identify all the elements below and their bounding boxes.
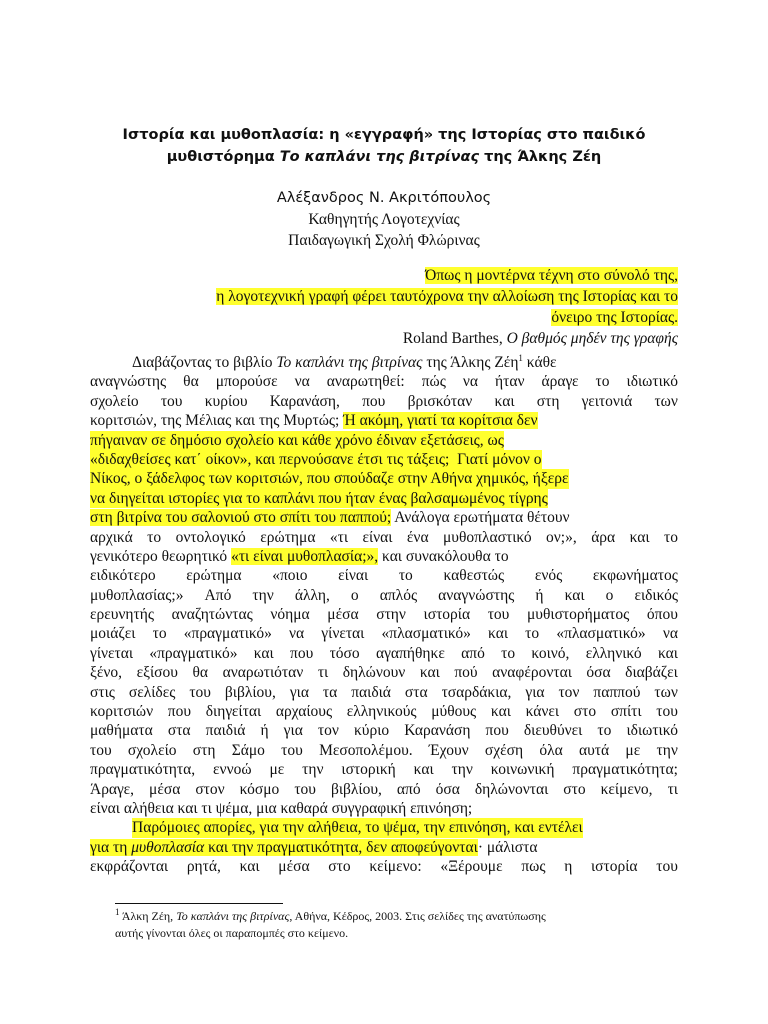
word: αναγνώστης xyxy=(438,586,515,604)
word: κάνει xyxy=(525,703,560,721)
text-line xyxy=(90,392,678,411)
word: στον xyxy=(195,780,225,798)
word: «Ξέρουμε xyxy=(440,858,503,876)
text-line xyxy=(90,372,678,391)
word: και xyxy=(494,392,515,410)
word: τον xyxy=(558,683,580,701)
word: ερώτημα xyxy=(260,528,316,546)
word: δηλώνουν xyxy=(342,664,406,682)
epigraph-work: Ο βαθμός μηδέν της γραφής xyxy=(506,330,678,347)
word: των xyxy=(654,683,678,701)
word: από xyxy=(461,644,485,662)
word: είναι xyxy=(362,528,393,546)
word: μπορούσε xyxy=(215,373,278,391)
footnote-separator xyxy=(115,903,283,904)
author-block xyxy=(100,188,668,251)
word: τον xyxy=(317,722,339,740)
word: παππού xyxy=(593,683,641,701)
book-title: Το καπλάνι της βιτρίνας xyxy=(279,149,480,165)
text-line xyxy=(90,586,678,605)
word: μοιάζει xyxy=(90,625,136,643)
text-line xyxy=(90,353,678,372)
text-run: · μάλιστα xyxy=(477,838,538,856)
word: διηγείται xyxy=(205,703,262,721)
word: διαβάζει xyxy=(625,664,678,682)
word: γίνεται xyxy=(90,644,134,662)
word: το xyxy=(525,625,540,643)
word: για xyxy=(283,722,303,740)
word: ερευνητής xyxy=(90,606,155,624)
word: όσα xyxy=(435,780,460,798)
word: για xyxy=(289,683,309,701)
word: να xyxy=(294,373,310,391)
text-line xyxy=(90,663,678,682)
word: η xyxy=(564,858,573,876)
highlighted-text: Νίκος, ο ξάδελφος των κοριτσιών, που σπούδαζε στην Αθήνα χημικός, ήξερε xyxy=(90,470,569,488)
text-run: κοριτσιών, της Μέλιας και της Μυρτώς; xyxy=(90,412,344,430)
text-line xyxy=(90,508,678,527)
italic-term: μυθοπλασία xyxy=(131,838,205,856)
word: σχολείο xyxy=(90,392,139,410)
highlighted-text: στη βιτρίνα του σαλονιού στο σπίτι του παππού; xyxy=(90,509,392,527)
word: αναφέρονται xyxy=(492,664,572,682)
footnote-line xyxy=(115,908,675,925)
word: ειδικότερο xyxy=(90,567,156,585)
epigraph-line xyxy=(100,265,678,286)
word: αναζητώντας xyxy=(171,606,253,624)
word: σχολείο xyxy=(127,741,177,759)
word: τι xyxy=(667,780,678,798)
word: το xyxy=(664,528,678,546)
word: και xyxy=(490,703,511,721)
text-run: για τη xyxy=(90,838,132,856)
word: «πλασματικό» xyxy=(556,625,646,643)
word: την xyxy=(656,741,678,759)
word: κοινωνική xyxy=(490,761,555,779)
word: δηλώνονται xyxy=(474,780,549,798)
word: το xyxy=(501,644,516,662)
highlighted-text: να διηγείται ιστορίες για το καπλάνι που ήταν ένας βαλσαμωμένος τίγρης xyxy=(90,489,548,507)
word: ελληνικό xyxy=(585,644,642,662)
word: μαθήματα xyxy=(90,722,153,740)
paper-title xyxy=(100,124,668,168)
text-line xyxy=(90,760,678,779)
word: Έχουν xyxy=(428,741,469,759)
book-title: Το καπλάνι της βιτρίνας xyxy=(276,354,423,371)
word: παιδιά xyxy=(351,683,391,701)
word: κόσμο xyxy=(239,780,280,798)
word: ή xyxy=(535,586,544,604)
word: ένα xyxy=(406,528,429,546)
word: σχέση xyxy=(484,741,524,759)
word: και xyxy=(488,625,509,643)
word: να xyxy=(289,625,305,643)
word: κείμενο: xyxy=(369,858,422,876)
word: όσα xyxy=(586,664,611,682)
word: άλλη, xyxy=(294,586,330,604)
word: ειδικός xyxy=(634,586,678,604)
word: θα xyxy=(183,373,199,391)
highlighted-text: «τι είναι μυθοπλασία;», xyxy=(231,547,379,565)
word: «ποιο xyxy=(272,567,308,585)
word: εκφωνήματος xyxy=(592,567,678,585)
text-run: Διαβάζοντας το βιβλίο xyxy=(132,354,277,371)
word: με xyxy=(625,741,641,759)
text-line xyxy=(90,624,678,643)
word: μέσα xyxy=(327,606,359,624)
word: του xyxy=(487,606,510,624)
word: με xyxy=(269,761,285,779)
word: τι xyxy=(317,664,329,682)
word: στο xyxy=(573,703,597,721)
word: του xyxy=(189,683,211,701)
word: το xyxy=(398,567,413,585)
footnote-ref[interactable]: 1 xyxy=(518,352,523,363)
text-run: της Άλκης Ζέη xyxy=(422,354,519,371)
word: από xyxy=(396,780,421,798)
word: είναι xyxy=(338,567,369,585)
word: αναρωτιόταν xyxy=(222,664,304,682)
text-line xyxy=(90,741,678,760)
text-line xyxy=(90,489,678,508)
word: το xyxy=(147,528,162,546)
epigraph-line xyxy=(100,307,678,328)
text-run: γενικότερο θεωρητικό xyxy=(90,547,232,565)
word: Καρανάση, xyxy=(269,392,340,410)
author-name: Αλέξανδρος Ν. Ακριτόπουλος xyxy=(276,190,492,206)
word: αρχαίους xyxy=(275,703,333,721)
body-text xyxy=(90,353,678,877)
word: μύθους xyxy=(431,703,477,721)
word: την xyxy=(451,761,473,779)
word: το xyxy=(597,722,612,740)
word: του xyxy=(160,392,183,410)
word: στα xyxy=(404,683,428,701)
word: του xyxy=(656,858,678,876)
word: μυθοπλαστικό xyxy=(443,528,532,546)
text-line xyxy=(90,644,678,663)
word: για xyxy=(525,683,545,701)
text-line xyxy=(90,411,678,430)
word: των xyxy=(654,392,678,410)
word: άρα xyxy=(591,528,616,546)
word: «πραγματικό» xyxy=(183,625,272,643)
word: κοινό, xyxy=(531,644,570,662)
word: κύριο xyxy=(354,722,390,740)
word: και xyxy=(657,644,678,662)
text-line xyxy=(90,683,678,702)
highlighted-text: Ή ακόμη, γιατί τα κορίτσια δεν xyxy=(343,412,538,430)
word: ιστορία xyxy=(591,858,638,876)
text-line xyxy=(90,431,678,450)
word: που xyxy=(290,644,314,662)
word: θα xyxy=(192,664,209,682)
word: ο xyxy=(605,586,614,604)
word: εκφράζονται xyxy=(90,858,169,876)
word: «τι xyxy=(329,528,349,546)
word: Καρανάση xyxy=(404,722,471,740)
text-line xyxy=(90,450,678,469)
word: γίνεται xyxy=(321,625,365,643)
word: διευθύνει xyxy=(523,722,583,740)
word: βιβλίου, xyxy=(224,683,276,701)
word: του xyxy=(294,780,316,798)
word: ον;», xyxy=(546,528,577,546)
highlighted-text: Όπως η μοντέρνα τέχνη στο σύνολό της, xyxy=(425,267,678,284)
title-text: της Άλκης Ζέη xyxy=(479,149,602,165)
text-line xyxy=(90,702,678,721)
word: τα xyxy=(322,683,338,701)
word: πώς xyxy=(421,373,446,391)
word: ερώτημα xyxy=(186,567,242,585)
word: που xyxy=(485,722,509,740)
footnote-line: αυτής γίνονται όλες οι παραπομπές στο κείμενο. xyxy=(115,926,349,940)
word: κοριτσιών xyxy=(90,703,154,721)
word: άραγε xyxy=(541,373,579,391)
word: εννοώ xyxy=(213,761,252,779)
word: καθεστώς xyxy=(443,567,505,585)
highlighted-text: πήγαιναν σε δημόσιο σχολείο και κάθε χρόνο έδιναν εξετάσεις, ως xyxy=(90,431,504,449)
word: ιδιωτικό xyxy=(626,722,678,740)
word: πραγματικότητα; xyxy=(572,761,678,779)
word: και xyxy=(564,586,585,604)
text-run: Ανάλογα ερωτήματα θέτουν xyxy=(391,509,570,527)
word: την xyxy=(252,586,274,604)
word: στο xyxy=(328,858,351,876)
word: ιστορική xyxy=(341,761,396,779)
title-line-2 xyxy=(100,146,668,168)
text-line xyxy=(90,818,678,837)
author-position: Καθηγητής Λογοτεχνίας xyxy=(308,211,460,228)
word: του xyxy=(90,741,112,759)
word: στις xyxy=(90,683,115,701)
word: «πλασματικό» xyxy=(381,625,471,643)
text-line xyxy=(90,857,678,876)
word: αυτά xyxy=(579,741,610,759)
word: ρητά, xyxy=(186,858,221,876)
word: και xyxy=(629,528,650,546)
word: στην xyxy=(376,606,406,624)
word: να xyxy=(662,625,678,643)
epigraph xyxy=(100,265,678,349)
highlighted-text: «διδαχθείσες κατ΄ οίκον», και περνούσανε έτσι τις τάξεις; Γιατί μόνον ο xyxy=(90,450,542,468)
word: στα xyxy=(167,722,191,740)
highlighted-text: η λογοτεχνική γραφή φέρει ταυτόχρονα την αλλοίωση της Ιστορίας και το xyxy=(216,288,678,305)
word: μέσα xyxy=(149,780,181,798)
word: που xyxy=(362,392,386,410)
word: κυρίου xyxy=(204,392,248,410)
word: και xyxy=(419,664,440,682)
word: ή xyxy=(260,722,269,740)
word: αρχικά xyxy=(90,528,133,546)
word: και xyxy=(239,858,260,876)
word: αναρωτηθεί: xyxy=(326,373,405,391)
footnote xyxy=(115,908,675,942)
text-line xyxy=(90,605,678,624)
word: ήταν xyxy=(495,373,525,391)
highlighted-text: Παρόμοιες απορίες, για την αλήθεια, το ψέμα, την επινόηση, και εντέλει xyxy=(132,819,583,837)
word: ο xyxy=(350,586,359,604)
word: στη xyxy=(192,741,216,759)
highlighted-text xyxy=(90,839,478,856)
word: αγαπήθηκε xyxy=(375,644,445,662)
text-line xyxy=(90,838,678,857)
word: τσαρδάκια, xyxy=(441,683,512,701)
word: ενός xyxy=(534,567,563,585)
word: ιδιωτικό xyxy=(626,373,678,391)
word: και xyxy=(253,644,274,662)
word: σπίτι xyxy=(610,703,642,721)
word: απλός xyxy=(379,586,418,604)
text-line: είναι αλήθεια και τι ψέμα, μια καθαρά συγγραφική επινόηση; xyxy=(90,799,473,817)
text-line xyxy=(90,721,678,740)
word: όλα xyxy=(539,741,563,759)
word: τόσο xyxy=(329,644,360,662)
word: και xyxy=(413,761,434,779)
word: νόημα xyxy=(270,606,310,624)
text-line xyxy=(90,469,678,488)
word: κείμενο, xyxy=(600,780,653,798)
text-run: Άλκη Ζέη, xyxy=(119,909,177,923)
word: παιδιά xyxy=(205,722,246,740)
text-line xyxy=(90,566,678,585)
word: μυθιστορήματος xyxy=(526,606,630,624)
text-run: και την πραγματικότητα, δεν αποφεύγονται xyxy=(204,838,478,856)
word: του xyxy=(656,703,678,721)
word: βιβλίου, xyxy=(330,780,382,798)
text-run: , Αθήνα, Κέδρος, 2003. Στις σελίδες της ανατύπωσης xyxy=(289,909,546,923)
word: οντολογικό xyxy=(175,528,246,546)
book-title: Το καπλάνι της βιτρίνας xyxy=(176,909,290,923)
author-institution: Παιδαγωγική Σχολή Φλώρινας xyxy=(288,232,480,249)
word: να xyxy=(462,373,478,391)
word: αναγνώστης xyxy=(90,373,167,391)
word: του xyxy=(281,741,303,759)
text-line xyxy=(90,780,678,799)
highlighted-text: όνειρο της Ιστορίας. xyxy=(551,309,678,326)
title-text: μυθιστόρημα xyxy=(166,149,280,165)
word: το xyxy=(152,625,167,643)
word: ελληνικούς xyxy=(346,703,417,721)
title-line-1: Ιστορία και μυθοπλασία: η «εγγραφή» της Ιστορίας στο παιδικό xyxy=(122,127,646,143)
word: ιστορία xyxy=(423,606,471,624)
word: στη xyxy=(536,392,560,410)
word: «πραγματικό» xyxy=(149,644,238,662)
word: πού xyxy=(454,664,478,682)
word: εξίσου xyxy=(136,664,178,682)
epigraph-source xyxy=(100,328,678,349)
word: πραγματικότητα, xyxy=(90,761,196,779)
text-line xyxy=(90,547,678,566)
word: Σάμο xyxy=(231,741,265,759)
word: την xyxy=(302,761,324,779)
word: που xyxy=(167,703,192,721)
word: βρισκόταν xyxy=(407,392,473,410)
word: σελίδες xyxy=(128,683,176,701)
word: Άραγε, xyxy=(90,780,135,798)
word: το xyxy=(595,373,610,391)
epigraph-author: Roland Barthes, xyxy=(402,330,507,347)
word: πως xyxy=(521,858,546,876)
word: Από xyxy=(204,586,232,604)
footnote-mark: 1 xyxy=(115,907,120,917)
text-run: κάθε xyxy=(522,354,557,371)
word: μέσα xyxy=(278,858,310,876)
text-line xyxy=(90,528,678,547)
epigraph-line xyxy=(100,286,678,307)
word: μυθοπλασίας;» xyxy=(90,586,184,604)
word: ξένο, xyxy=(90,664,123,682)
word: γειτονιά xyxy=(581,392,633,410)
text-run: και συνακόλουθα το xyxy=(378,547,509,565)
word: Μεσοπολέμου. xyxy=(319,741,413,759)
word: όπου xyxy=(646,606,678,624)
word: στο xyxy=(563,780,586,798)
